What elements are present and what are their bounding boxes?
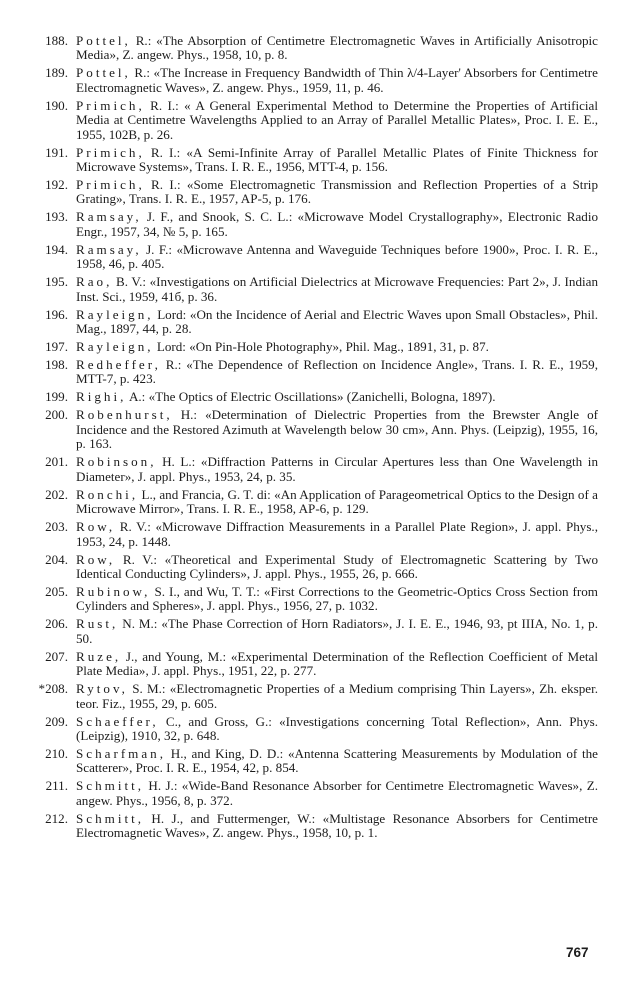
reference-text: J. F., and Snook, S. C. L.: «Microwave Model Crystallography», Electronic Radio Engr., 1957, 34, № 5, p. 165. (76, 209, 598, 239)
reference-text: B. V.: «Investigations on Artificial Dielectrics at Microwave Frequencies: Part 2», J. Indian Inst. Sci., 1959, 41б, p. 36. (76, 274, 598, 304)
reference-item (0, 812, 644, 841)
reference-author: Robinson, (76, 454, 157, 470)
reference-author: Ronchi, (76, 486, 139, 502)
reference-author: Primich, (76, 97, 145, 113)
reference-text: J. F.: «Microwave Antenna and Waveguide Techniques before 1900», Proc. I. R. E., 1958, 46, p. 405. (76, 241, 599, 272)
reference-item (0, 66, 644, 95)
reference-number: 202. (45, 486, 68, 502)
reference-item (0, 340, 644, 354)
reference-text: H. J., and Futtermenger, W.: «Multistage Resonance Absorbers for Centimetre Electromagnetic Waves», Z. angew. Phys., 1958, 10, p. 1. (76, 810, 598, 841)
reference-text: J., and Young, M.: «Experimental Determination of the Reflection Coefficient of Metal Plate Media», J. appl. Phys., 1951, 22, p. 277. (76, 648, 599, 679)
reference-text: Lord: «On the Incidence of Aerial and Electric Waves upon Small Obstacles», Phil. Mag., 1897, 44, p. 28. (76, 306, 598, 337)
reference-author: Rubinow, (76, 583, 151, 599)
reference-item (0, 779, 644, 808)
reference-item (0, 747, 644, 776)
reference-number: 198. (45, 357, 68, 373)
reference-number: 210. (45, 745, 68, 761)
reference-number: 188. (45, 33, 68, 48)
reference-item (0, 408, 644, 451)
reference-number: *208. (38, 681, 68, 697)
reference-number: 205. (45, 583, 68, 599)
reference-item (0, 358, 644, 387)
reference-number: 212. (45, 810, 68, 826)
reference-author: Schmitt, (76, 810, 145, 826)
reference-item (0, 308, 644, 337)
reference-number: 197. (45, 339, 68, 355)
reference-author: Pottel, (76, 33, 131, 48)
reference-item (0, 520, 644, 549)
reference-number: 195. (45, 274, 68, 290)
reference-text: L., and Francia, G. T. di: «An Application of Parageometrical Optics to the Design of a Microwave Mirror», Trans. I. R. E., 1958, AP-6, p. 129. (76, 486, 598, 517)
reference-author: Schaeffer, (76, 713, 159, 729)
reference-text: N. M.: «The Phase Correction of Horn Radiators», J. I. E. E., 1946, 93, pt IIIA, No. 1, p. 50. (76, 616, 599, 646)
reference-text: S. M.: «Electromagnetic Properties of a Medium comprising Thin Layers», Zh. eksper. teor. Fiz., 1955, 29, p. 605. (76, 681, 598, 711)
reference-number: 189. (45, 65, 68, 81)
reference-text: S. I., and Wu, T. T.: «First Corrections to the Geometric-Optics Cross Section from Cylinders and Spheres», J. appl. Phys., 1956, 27, p. 1032. (76, 583, 598, 614)
reference-list (0, 34, 644, 844)
reference-number: 201. (45, 454, 68, 470)
reference-item (0, 243, 644, 272)
reference-item (0, 146, 644, 175)
reference-text: R. V.: «Theoretical and Experimental Study of Electromagnetic Scattering by Two Identical Conducting Cylinders», J. appl. Phys., 1955, 26, p. 666. (76, 551, 598, 581)
reference-author: Ruze, (76, 648, 122, 664)
reference-number: 191. (45, 144, 68, 160)
reference-text: R. I.: «A Semi-Infinite Array of Parallel Metallic Plates of Finite Thickness for Microwave Systems», Trans. I. R. E., 1956, MTT-4, p. 156. (76, 144, 599, 175)
reference-text: C., and Gross, G.: «Investigations concerning Total Reflection», Ann. Phys. (Leipzig), 1910, 32, p. 648. (76, 713, 598, 743)
reference-text: H. J.: «Wide-Band Resonance Absorber for Centimetre Electromagnetic Waves», Z. angew. Phys., 1956, 8, p. 372. (76, 778, 598, 808)
reference-author: Rao, (76, 274, 113, 290)
reference-author: Scharfman, (76, 745, 166, 761)
reference-author: Row, (76, 551, 116, 567)
reference-author: Rayleign, (76, 339, 154, 355)
reference-author: Rust, (76, 616, 119, 632)
reference-item (0, 715, 644, 744)
reference-number: 199. (45, 389, 68, 405)
reference-item (0, 617, 644, 646)
reference-text: R. I.: «Some Electromagnetic Transmission and Reflection Properties of a Strip Grating», Trans. I. R. E., 1957, AP-5, p. 176. (76, 177, 598, 207)
reference-author: Pottel, (76, 65, 131, 81)
reference-number: 200. (45, 407, 68, 423)
reference-number: 193. (45, 209, 68, 225)
reference-text: H., and King, D. D.: «Antenna Scattering Measurements by Modulation of the Scatterer», Proc. I. R. E., 1954, 42, p. 854. (76, 745, 598, 776)
reference-item (0, 99, 644, 142)
reference-author: Primich, (76, 177, 145, 193)
reference-text: H. L.: «Diffraction Patterns in Circular Apertures less than One Wavelength in Diameter», J. appl. Phys., 1953, 24, p. 35. (76, 454, 598, 484)
reference-item (0, 455, 644, 484)
reference-number: 206. (45, 616, 68, 632)
reference-author: Righi, (76, 389, 127, 405)
page-number: 767 (566, 945, 589, 960)
reference-item (0, 210, 644, 239)
reference-author: Primich, (76, 144, 145, 160)
reference-text: R.: «The Increase in Frequency Bandwidth of Thin λ/4-Layer' Absorbers for Centimetre Electromagnetic Waves», Z. angew. Phys., 1959, 11, p. 46. (76, 65, 598, 95)
reference-item (0, 34, 644, 63)
reference-text: R. V.: «Microwave Diffraction Measurements in a Parallel Plate Region», J. appl. Phys., 1953, 24, p. 1448. (76, 519, 598, 549)
reference-number: 211. (45, 778, 68, 794)
reference-number: 194. (45, 241, 68, 257)
reference-number: 204. (45, 551, 68, 567)
reference-author: Rytov, (76, 681, 128, 697)
reference-number: 209. (45, 713, 68, 729)
reference-item (0, 650, 644, 679)
reference-number: 192. (45, 177, 68, 193)
reference-author: Robenhurst, (76, 407, 173, 423)
reference-author: Redheffer, (76, 357, 161, 373)
reference-author: Ramsay, (76, 241, 142, 257)
reference-number: 207. (45, 648, 68, 664)
reference-item (0, 488, 644, 517)
reference-number: 196. (45, 306, 68, 322)
reference-text: R.: «The Dependence of Reflection on Incidence Angle», Trans. I. R. E., 1959, MTT-7, p. 423. (76, 357, 598, 387)
reference-item (0, 682, 644, 711)
reference-number: 203. (45, 519, 68, 535)
reference-text: A.: «The Optics of Electric Oscillations» (Zanichelli, Bologna, 1897). (128, 389, 496, 405)
reference-item (0, 275, 644, 304)
reference-author: Ramsay, (76, 209, 142, 225)
reference-text: R.: «The Absorption of Centimetre Electromagnetic Waves in Artificially Anisotropic Media», Z. angew. Phys., 1958, 10, p. 8. (76, 33, 598, 63)
reference-text: H.: «Determination of Dielectric Properties from the Brewster Angle of Incidence and the Restored Azimuth at Wavelength below 30 cm», Ann. Phys. (Leipzig), 1955, 16, p. 163. (76, 407, 598, 452)
reference-text: R. I.: « A General Experimental Method to Determine the Properties of Artificial Media at Centimetre Wavelengths Applied to an Array of Parallel Metallic Plates», Proc. I. E. E., 1955, 102B, p. 26. (76, 97, 598, 142)
reference-item (0, 585, 644, 614)
reference-item (0, 553, 644, 582)
reference-author: Schmitt, (76, 778, 145, 794)
reference-number: 190. (45, 97, 68, 113)
reference-item (0, 178, 644, 207)
reference-author: Row, (76, 519, 116, 535)
reference-text: Lord: «On Pin-Hole Photography», Phil. Mag., 1891, 31, p. 87. (156, 339, 489, 355)
reference-item (0, 390, 644, 404)
reference-author: Rayleign, (76, 306, 154, 322)
